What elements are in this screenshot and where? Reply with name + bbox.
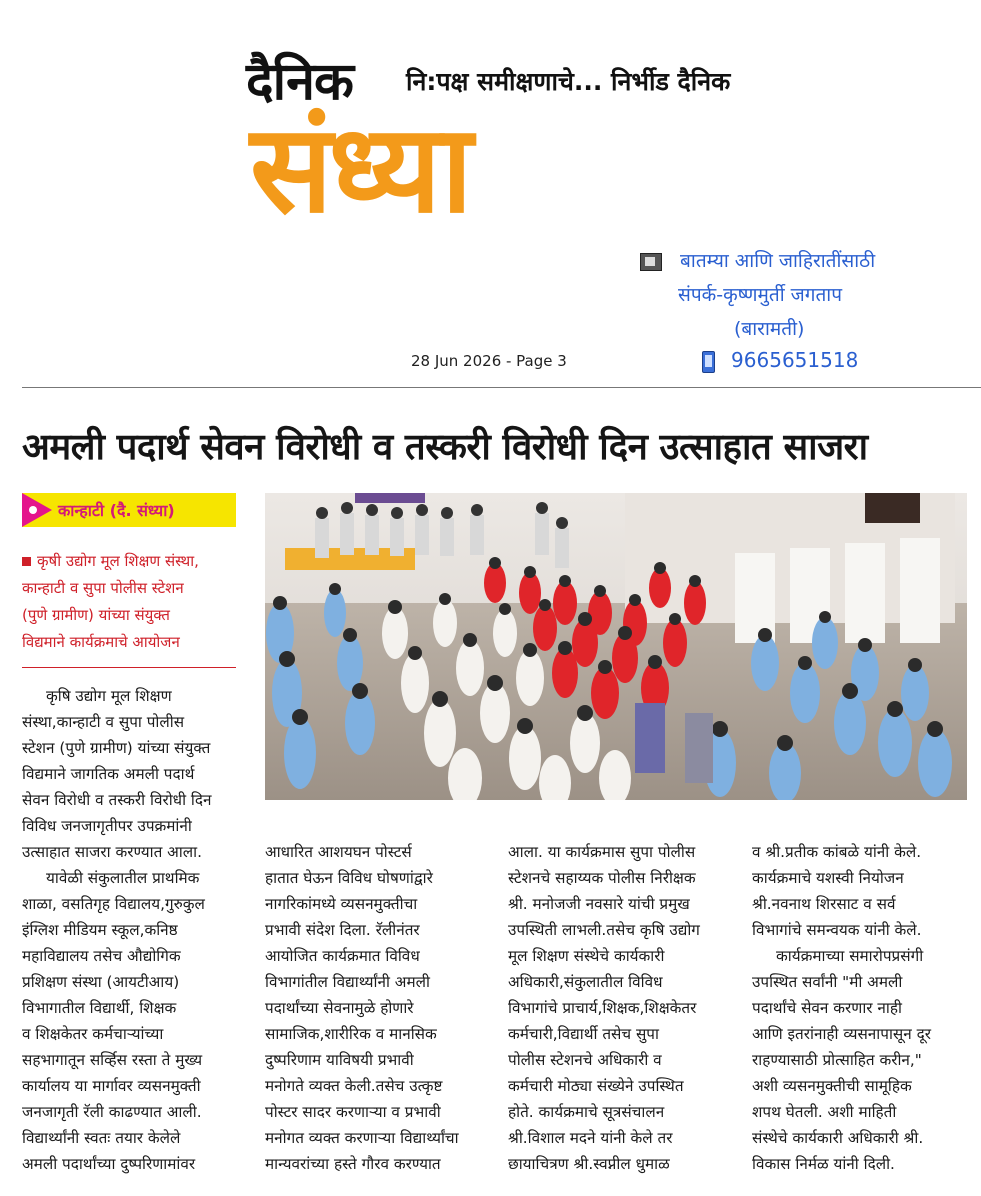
column-line: कर्मचारी मोठ्या संख्येने उपस्थित xyxy=(508,1077,684,1095)
column-line: मनोगते व्यक्त केली.तसेच उत्कृष्ट xyxy=(265,1077,443,1095)
column-line: जनजागृती रॅली काढण्यात आली. xyxy=(22,1103,202,1121)
column-line: श्री.नवनाथ शिरसाट व सर्व xyxy=(752,895,896,913)
column-line: कृषि उद्योग मूल शिक्षण xyxy=(46,687,172,705)
column-line: सहभागातून सर्व्हिस रस्ता ते मुख्य xyxy=(22,1051,203,1069)
column-line: आणि इतरांनाही व्यसनापासून दूर xyxy=(752,1025,931,1043)
column-line: पदार्थांच्या सेवनामुळे होणारे xyxy=(265,999,414,1017)
column-line: पोलीस स्टेशनचे अधिकारी व xyxy=(508,1051,662,1069)
contact-phone: 9665651518 xyxy=(731,348,859,372)
article-headline: अमली पदार्थ सेवन विरोधी व तस्करी विरोधी दिन उत्साहात साजरा xyxy=(22,425,868,468)
masthead-tagline: नि:पक्ष समीक्षणाचे... निर्भीड दैनिक xyxy=(406,67,731,96)
column-line: संस्था,कान्हाटी व सुपा पोलीस xyxy=(22,713,185,731)
column-line: उपस्थिती लाभली.तसेच कृषि उद्योग xyxy=(508,921,700,939)
column-line: आयोजित कार्यक्रमात विविध xyxy=(265,947,420,965)
column-line: नागरिकांमध्ये व्यसनमुक्तीचा xyxy=(265,895,418,913)
column-line: प्रभावी संदेश दिला. रॅलीनंतर xyxy=(265,921,420,939)
subhead-divider xyxy=(22,667,236,668)
column-line: शाळा, वसतिगृह विद्यालय,गुरुकुल xyxy=(22,895,205,913)
tag-dot-icon xyxy=(29,506,37,514)
column-line: कार्यक्रमाचे यशस्वी नियोजन xyxy=(752,869,904,887)
column-line: कार्यालय या मार्गावर व्यसनमुक्ती xyxy=(22,1077,201,1095)
column-line: यावेळी संकुलातील प्राथमिक xyxy=(46,869,200,887)
column-line: महाविद्यालय तसेच औद्योगिक xyxy=(22,947,181,965)
bullet-square-icon xyxy=(22,557,31,566)
column-line: सेवन विरोधी व तस्करी विरोधी दिन xyxy=(22,791,212,809)
column-line: पोस्टर सादर करणाऱ्या व प्रभावी xyxy=(265,1103,441,1121)
column-line: दुष्परिणाम याविषयी प्रभावी xyxy=(265,1051,414,1069)
column-line: मूल शिक्षण संस्थेचे कार्यकारी xyxy=(508,947,665,965)
article-column-4 xyxy=(752,839,931,1177)
column-line: स्टेशनचे सहाय्यक पोलीस निरीक्षक xyxy=(508,869,696,887)
place-tag-text: कान्हाटी (दै. संध्या) xyxy=(58,501,175,520)
column-line: मनोगत व्यक्त करणाऱ्या विद्यार्थ्यांचा xyxy=(265,1129,459,1147)
column-line: कर्मचारी,विद्यार्थी तसेच सुपा xyxy=(508,1025,659,1043)
column-line: विभागांतील विद्यार्थ्यांनी अमली xyxy=(265,973,430,991)
film-icon xyxy=(640,253,662,271)
event-photo xyxy=(265,493,967,800)
column-line: स्टेशन (पुणे ग्रामीण) यांच्या संयुक्त xyxy=(22,739,211,757)
column-line: विविध जनजागृतीपर उपक्रमांनी xyxy=(22,817,192,835)
tag-arrow-icon xyxy=(22,493,52,527)
date-page-line: 28 Jun 2026 - Page 3 xyxy=(411,352,567,370)
masthead-divider xyxy=(22,387,981,388)
article-column-1 xyxy=(22,683,211,1177)
column-line: श्री. मनोजजी नवसारे यांची प्रमुख xyxy=(508,895,690,913)
subhead-line: (पुणे ग्रामीण) यांच्या संयुक्त xyxy=(22,606,170,624)
contact-line-2: संपर्क-कृष्णमुर्ती जगताप xyxy=(678,284,843,306)
masthead-dainik: दैनिक xyxy=(246,52,353,112)
column-line: उपस्थित सर्वांनी "मी अमली xyxy=(752,973,903,991)
subhead-line: कृषी उद्योग मूल शिक्षण संस्था, xyxy=(37,552,199,570)
column-line: उत्साहात साजरा करण्यात आला. xyxy=(22,843,202,861)
newspaper-logo: संध्या xyxy=(250,98,469,240)
column-line: कार्यक्रमाच्या समारोपप्रसंगी xyxy=(776,947,924,965)
column-line: विद्यार्थ्यांनी स्वतः तयार केलेले xyxy=(22,1129,181,1147)
column-line: प्रशिक्षण संस्था (आयटीआय) xyxy=(22,973,180,991)
article-column-2 xyxy=(265,839,459,1177)
column-line: सामाजिक,शारीरिक व मानसिक xyxy=(265,1025,437,1043)
column-line: इंग्लिश मीडियम स्कूल,कनिष्ठ xyxy=(22,921,178,939)
column-line: संस्थेचे कार्यकारी अधिकारी श्री. xyxy=(752,1129,924,1147)
column-line: अधिकारी,संकुलातील विविध xyxy=(508,973,663,991)
column-line: विभागांचे समन्वयक यांनी केले. xyxy=(752,921,922,939)
subhead-line: विद्यमाने कार्यक्रमाचे आयोजन xyxy=(22,633,180,651)
contact-line-3: (बारामती) xyxy=(734,318,805,340)
column-line: विद्यमाने जागतिक अमली पदार्थ xyxy=(22,765,195,783)
column-line: पदार्थांचे सेवन करणार नाही xyxy=(752,999,902,1017)
column-line: आला. या कार्यक्रमास सुपा पोलीस xyxy=(508,843,696,861)
mobile-phone-icon xyxy=(702,351,715,373)
column-line: शपथ घेतली. अशी माहिती xyxy=(752,1103,897,1121)
column-line: राहण्यासाठी प्रोत्साहित करीन," xyxy=(752,1051,922,1069)
column-line: अमली पदार्थांच्या दुष्परिणामांवर xyxy=(22,1155,196,1173)
column-line: छायाचित्रण श्री.स्वप्नील धुमाळ xyxy=(508,1155,670,1173)
column-line: मान्यवरांच्या हस्ते गौरव करण्यात xyxy=(265,1155,441,1173)
column-line: श्री.विशाल मदने यांनी केले तर xyxy=(508,1129,673,1147)
column-line: व शिक्षकेतर कर्मचाऱ्यांच्या xyxy=(22,1025,164,1043)
contact-line-1: बातम्या आणि जाहिरातींसाठी xyxy=(680,250,876,272)
column-line: विकास निर्मळ यांनी दिली. xyxy=(752,1155,895,1173)
column-line: हातात घेऊन विविध घोषणांद्वारे xyxy=(265,869,433,887)
column-line: विभागांचे प्राचार्य,शिक्षक,शिक्षकेतर xyxy=(508,999,697,1017)
place-tag xyxy=(22,493,236,527)
subhead-line: कान्हाटी व सुपा पोलीस स्टेशन xyxy=(22,579,184,597)
article-column-3 xyxy=(508,839,700,1177)
column-line: अशी व्यसनमुक्तीची सामूहिक xyxy=(752,1077,912,1095)
column-line: विभागातील विद्यार्थी, शिक्षक xyxy=(22,999,177,1017)
column-line: होते. कार्यक्रमाचे सूत्रसंचालन xyxy=(508,1103,665,1121)
column-line: आधारित आशयघन पोस्टर्स xyxy=(265,843,412,861)
article-subhead xyxy=(22,548,236,656)
column-line: व श्री.प्रतीक कांबळे यांनी केले. xyxy=(752,843,922,861)
